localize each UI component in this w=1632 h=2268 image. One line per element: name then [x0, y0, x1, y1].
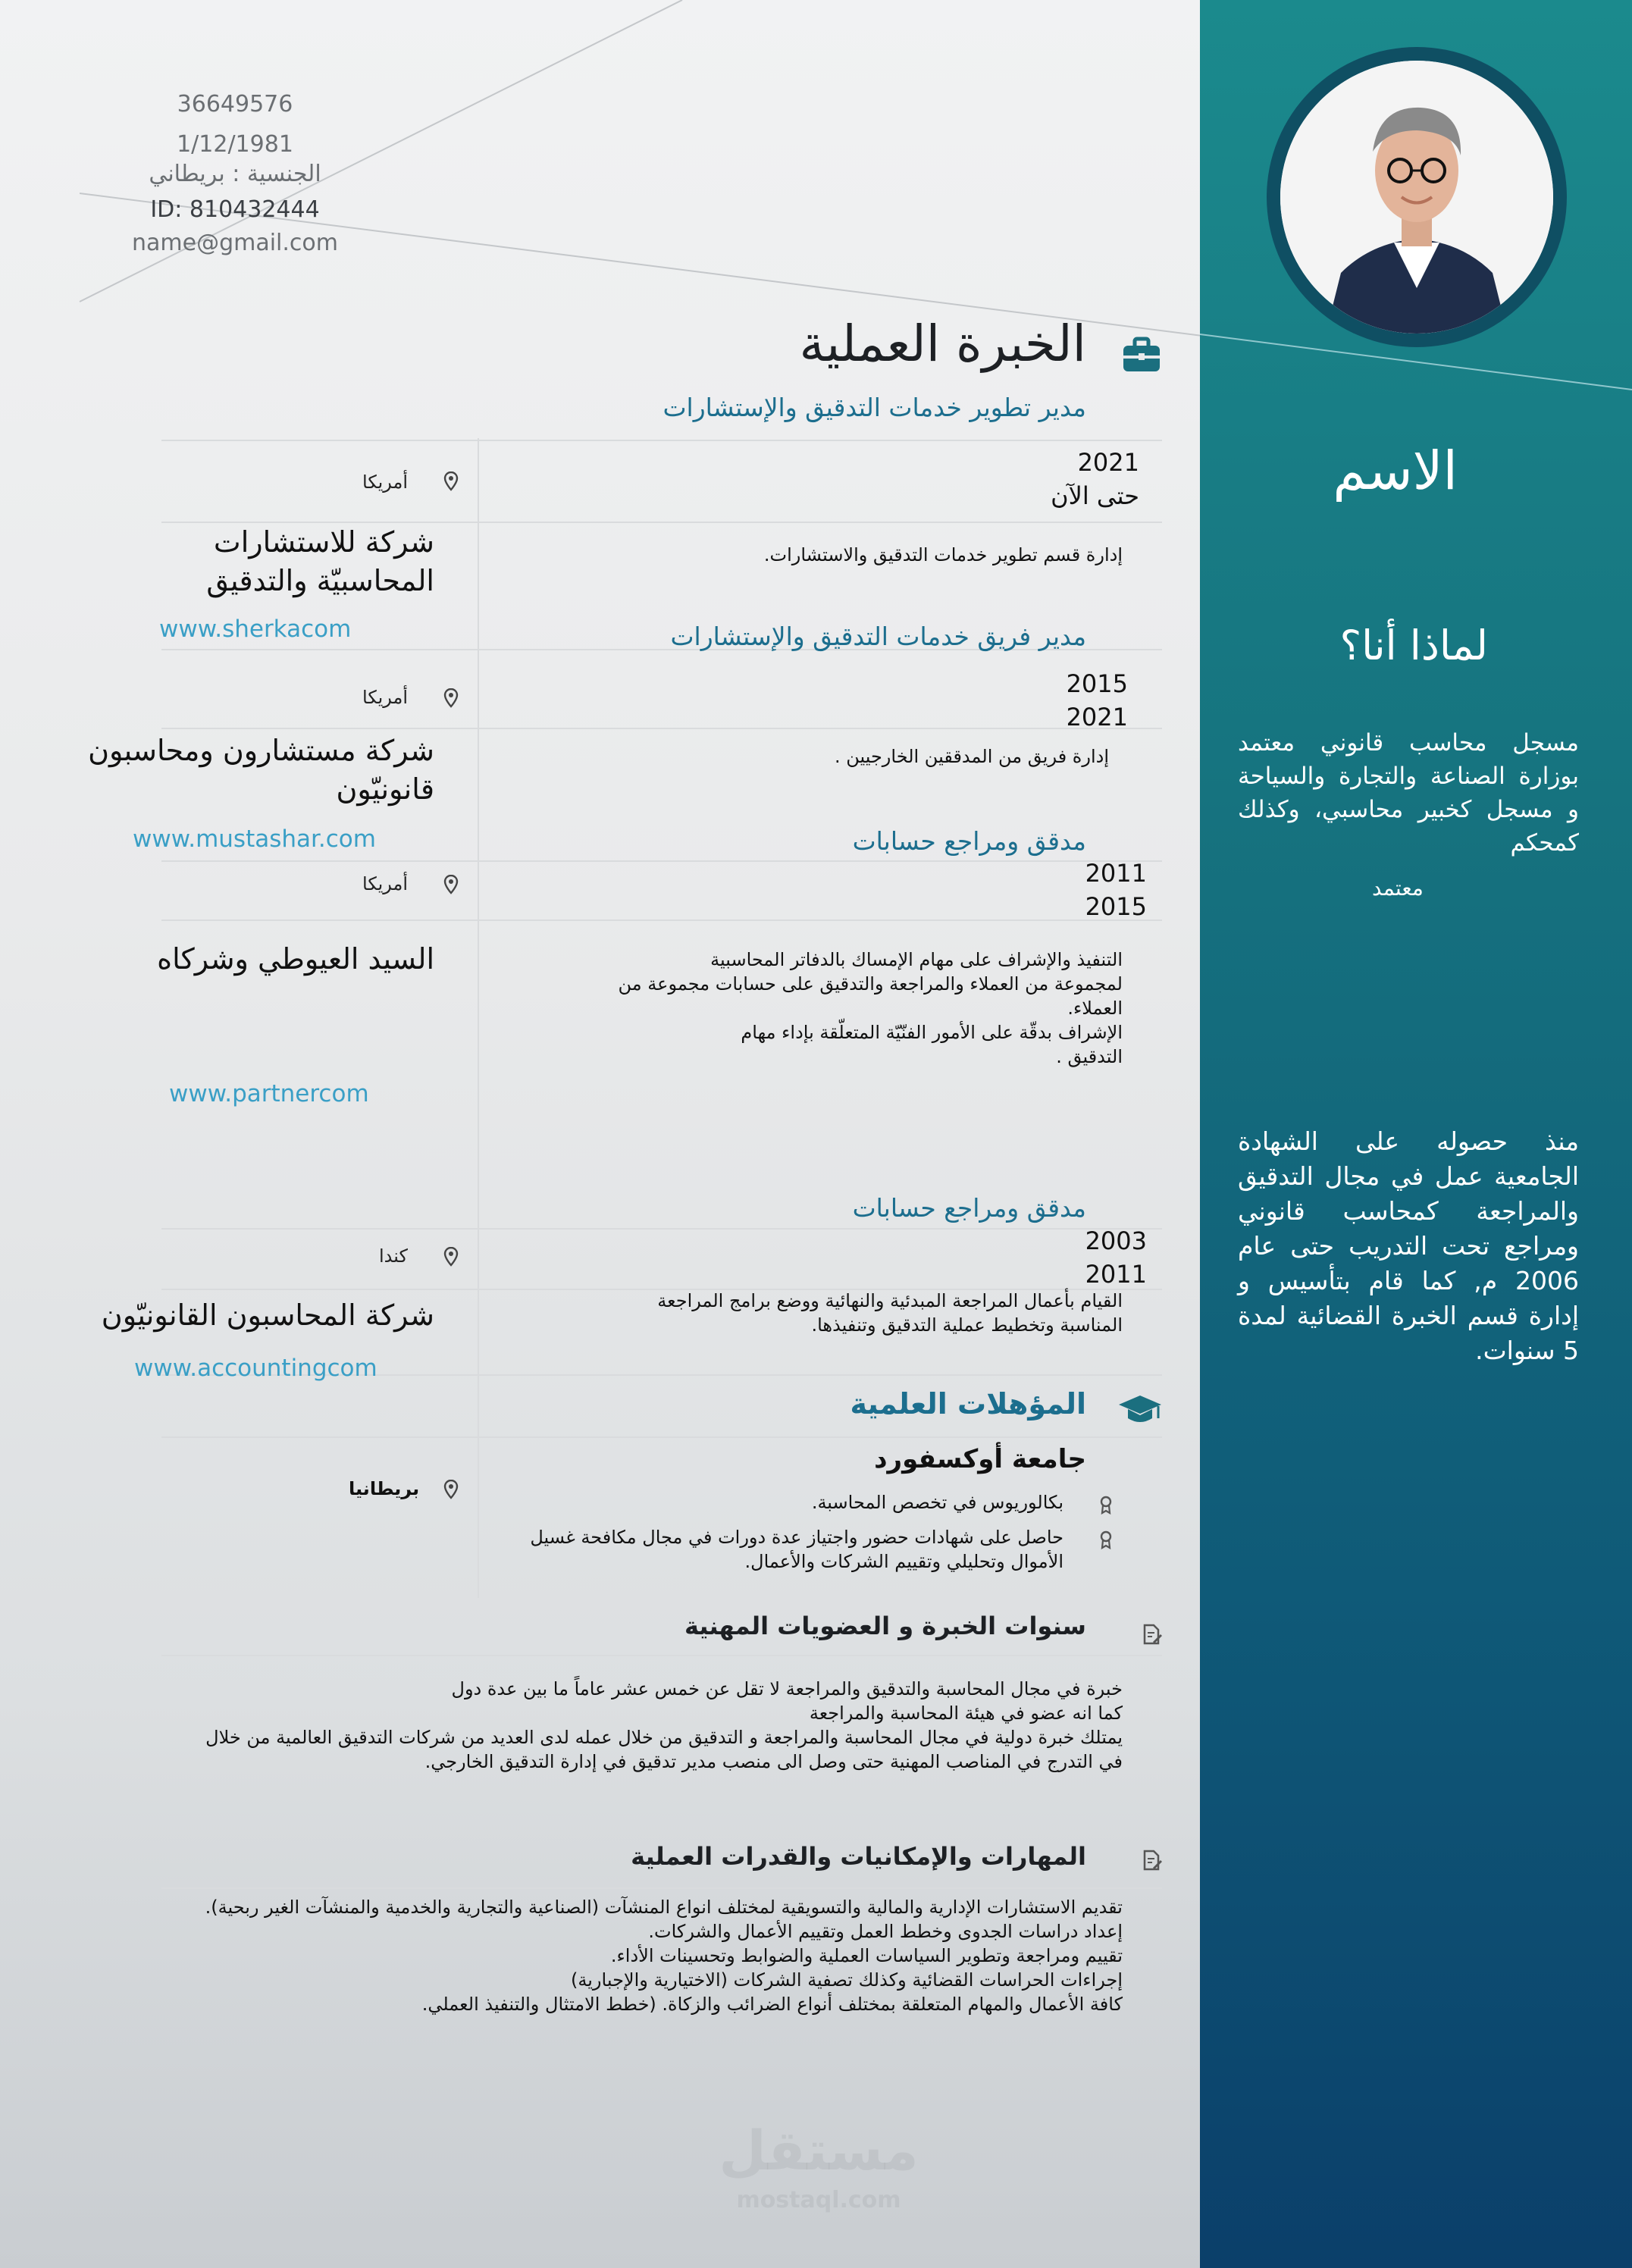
contact-id: ID: 810432444	[150, 196, 320, 223]
job-description-line: الإشراف بدقّة على الأمور الفنّيّة المتعلّقة بإداء مهام	[741, 1022, 1123, 1043]
company-name-line: شركة مستشارون ومحاسبون	[88, 734, 434, 767]
job-description-line: إدارة قسم تطوير خدمات التدقيق والاستشارات.	[763, 544, 1123, 565]
location-pin-icon	[443, 1247, 459, 1267]
job-location: أمريكا	[362, 873, 409, 894]
contact-phone: 36649576	[177, 91, 293, 117]
person-avatar-icon	[1280, 61, 1553, 334]
experience-section-title: الخبرة العملية	[799, 315, 1086, 373]
divider	[161, 1887, 1162, 1889]
location-pin-icon	[443, 875, 459, 894]
job-date-from: 2003	[1085, 1226, 1147, 1255]
job-title: مدقق ومراجع حسابات	[852, 826, 1086, 856]
job-date-from: 2015	[1066, 669, 1128, 698]
education-item-line: الأموال وتحليلي وتقييم الشركات والأعمال.	[744, 1551, 1063, 1572]
years-line: في التدرج في المناصب المهنية حتى وصل الى منصب مدير تدقيق في إدارة التدقيق الخارجي.	[424, 1751, 1123, 1772]
job-date-to: 2011	[1085, 1260, 1147, 1289]
company-url[interactable]: www.accountingcom	[134, 1355, 377, 1382]
divider	[161, 919, 1162, 921]
divider	[161, 728, 1162, 729]
document-edit-icon	[1142, 1624, 1162, 1645]
location-pin-icon	[443, 1480, 459, 1499]
job-date-from: 2011	[1085, 859, 1147, 888]
job-location: أمريكا	[362, 471, 409, 493]
divider	[161, 1228, 1162, 1230]
skills-line: كافة الأعمال والمهام المتعلقة بمختلف أنواع الضرائب والزكاة. (خطط الامتثال والتنفيذ العملي.	[421, 1994, 1123, 2015]
company-url[interactable]: www.partnercom	[169, 1080, 369, 1107]
company-name-line: السيد العيوطي وشركاه	[157, 942, 434, 976]
company-name-line: شركة للاستشارات	[213, 525, 434, 559]
why-me-title: لماذا أنا؟	[1339, 622, 1488, 669]
job-location: أمريكا	[362, 687, 409, 708]
job-description-line: العملاء.	[1067, 998, 1123, 1019]
skills-line: إعداد دراسات الجدوى وخطط العمل وتقييم الأعمال والشركات.	[648, 1921, 1123, 1942]
column-divider	[478, 438, 479, 1598]
graduation-cap-icon	[1117, 1392, 1163, 1427]
job-description-line: المناسبة وتخطيط عملية التدقيق وتنفيذها.	[811, 1314, 1123, 1336]
document-edit-icon	[1142, 1850, 1162, 1871]
job-description-line: لمجموعة من العملاء والمراجعة والتدقيق على حسابات مجموعة من	[618, 973, 1123, 995]
years-line: كما انه عضو في هيئة المحاسبة والمراجعة	[809, 1703, 1123, 1724]
divider	[161, 1655, 1162, 1656]
company-name-line: المحاسبيّة والتدقيق	[206, 564, 434, 597]
skills-line: تقييم ومراجعة وتطوير السياسات العملية والضوابط وتحسينات الأداء.	[610, 1945, 1123, 1966]
divider	[161, 1436, 1162, 1438]
company-name-line: قانونيّون	[336, 772, 434, 806]
company-url[interactable]: www.sherkacom	[159, 616, 352, 643]
job-description-line: التدقيق .	[1056, 1046, 1123, 1067]
about-text: منذ حصوله على الشهادة الجامعية عمل في مجال التدقيق والمراجعة كمحاسب قانوني ومراجع تحت التدريب حتى عام 2006 م, كما قام بتأسيس و إدارة قسم الخبرة القضائية لمدة 5 سنوات.	[1238, 1126, 1579, 1365]
years-line: خبرة في مجال المحاسبة والتدقيق والمراجعة لا تقل عن خمس عشر عاماً ما بين عدة دول	[451, 1678, 1123, 1699]
divider	[161, 440, 1162, 441]
profile-photo	[1280, 61, 1553, 334]
skills-section-title: المهارات والإمكانيات والقدرات العملية	[631, 1842, 1086, 1871]
years-section-title: سنوات الخبرة و العضويات المهنية	[684, 1612, 1086, 1640]
job-date-to: 2021	[1066, 703, 1128, 731]
skills-line: تقديم الاستشارات الإدارية والمالية والتسويقية لمختلف انواع المنشآت (الصناعية والتجارية والخدمية والمنشآت الغير ربحية).	[205, 1897, 1123, 1918]
contact-birthdate: 1/12/1981	[177, 131, 293, 158]
job-description-line: التنفيذ والإشراف على مهام الإمساك بالدفاتر المحاسبية	[710, 949, 1123, 970]
job-date-from: 2021	[1077, 448, 1139, 477]
award-icon	[1099, 1495, 1113, 1515]
briefcase-icon	[1120, 335, 1163, 374]
location-pin-icon	[443, 471, 459, 491]
watermark-url: mostaql.com	[736, 2187, 901, 2213]
education-item-line: حاصل على شهادات حضور واجتياز عدة دورات في مجال مكافحة غسيل	[530, 1527, 1063, 1548]
job-description-line: إدارة فريق من المدققين الخارجيين .	[834, 746, 1109, 767]
award-icon	[1099, 1530, 1113, 1549]
school-name: جامعة أوكسفورد	[874, 1444, 1086, 1474]
company-name-line: شركة المحاسبون القانونيّون	[101, 1298, 434, 1332]
job-description-line: القيام بأعمال المراجعة المبدئية والنهائية ووضع برامج المراجعة	[657, 1290, 1123, 1311]
contact-nationality: الجنسية : بريطاني	[149, 161, 321, 187]
education-section-title: المؤهلات العلمية	[850, 1387, 1086, 1421]
years-line: يمتلك خبرة دولية في مجال المحاسبة والمراجعة و التدقيق من خلال عمله لدى العديد من شركات التدقيق العالمية من خلال	[205, 1727, 1123, 1748]
job-title: مدير تطوير خدمات التدقيق والإستشارات	[663, 393, 1086, 422]
job-location: كندا	[379, 1245, 408, 1267]
profile-photo-frame	[1267, 47, 1567, 347]
location-pin-icon	[443, 688, 459, 708]
divider	[161, 860, 1162, 862]
education-item-line: بكالوريوس في تخصص المحاسبة.	[811, 1492, 1063, 1513]
job-date-to: حتى الآن	[1051, 481, 1139, 510]
contact-email: name@gmail.com	[131, 230, 338, 256]
job-title: مدير فريق خدمات التدقيق والإستشارات	[670, 622, 1086, 651]
skills-line: إجراءات الحراسات القضائية وكذلك تصفية الشركات (الاختيارية والإجبارية)	[571, 1969, 1123, 1991]
company-url[interactable]: www.mustashar.com	[133, 825, 376, 853]
why-me-text: مسجل محاسب قانوني معتمد بوزارة الصناعة والتجارة والسياحة و مسجل كخبير محاسبي، وكذلك كمحكم	[1238, 729, 1579, 857]
job-date-to: 2015	[1085, 892, 1147, 921]
school-location: بريطانيا	[349, 1478, 420, 1499]
job-title: مدقق ومراجع حسابات	[852, 1193, 1086, 1223]
watermark-logo: مستقل	[719, 2119, 919, 2182]
candidate-name: الاسم	[1333, 440, 1458, 502]
why-me-text-last: معتمد	[1372, 876, 1424, 901]
